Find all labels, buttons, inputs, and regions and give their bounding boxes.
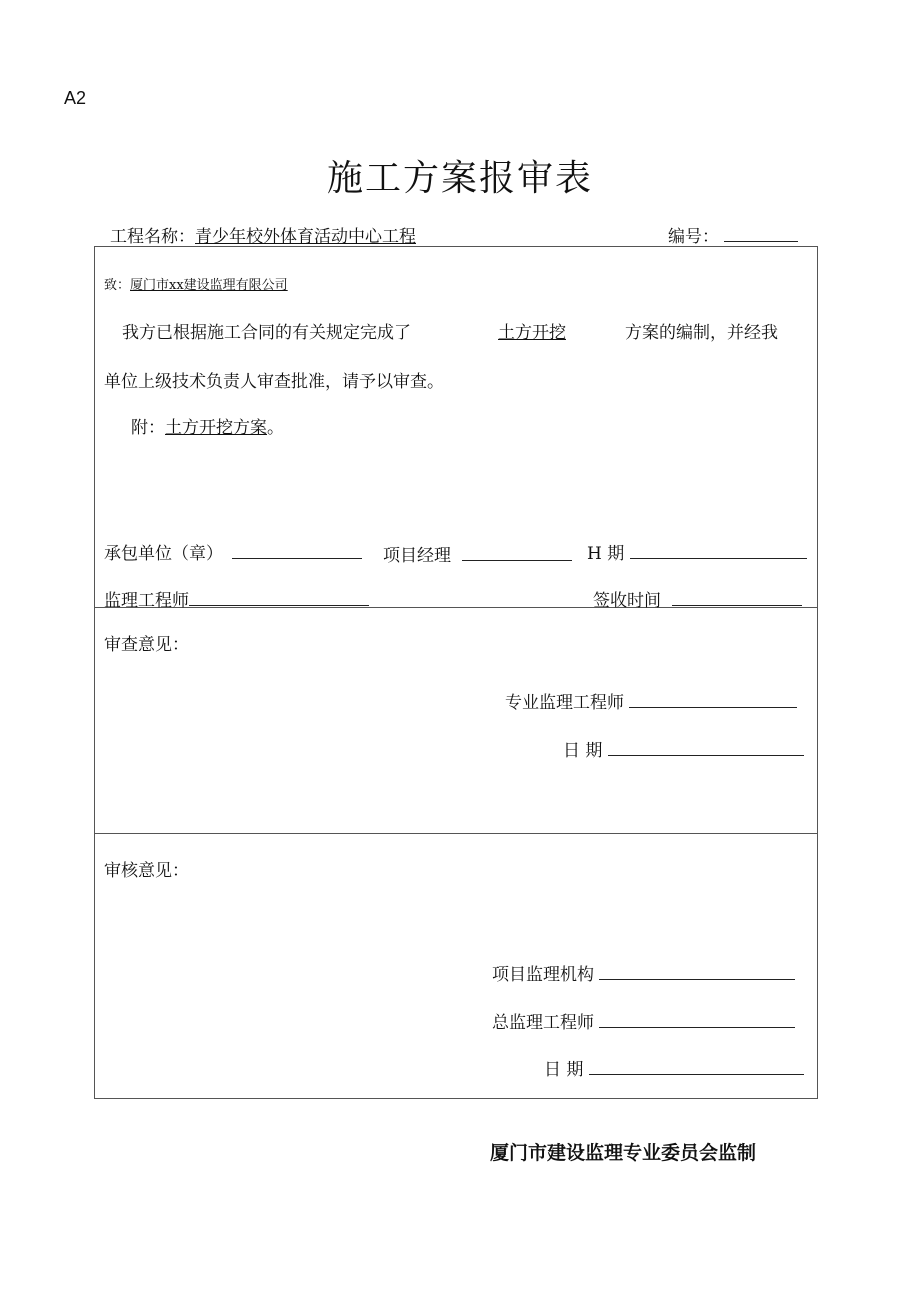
manager-field[interactable] [462,544,572,561]
receipt-row [593,586,802,611]
supervision-org-label: 项目监理机构 [492,965,594,985]
date-label-2: 日 期 [563,741,603,761]
date-field-1[interactable] [630,542,807,559]
footer-issuer: 厦门市建设监理专业委员会监制 [490,1142,757,1164]
addressee-value: 厦门市xx建设监理有限公司 [130,278,288,293]
statement-line1-suffix: 方案的编制，并经我 [625,323,778,343]
chief-engineer-row [492,1008,795,1033]
supervision-org-field[interactable] [599,963,795,980]
contractor-field[interactable] [232,542,362,559]
date-row-2 [563,736,804,761]
date-label-3: 日 期 [544,1060,584,1080]
date-row-1 [587,539,807,564]
number-label: 编号： [668,227,719,247]
manager-label: 项目经理 [383,546,451,566]
project-name: 青少年校外体育活动中心工程 [195,227,416,247]
addressee-label: 致： [104,278,131,293]
receipt-field[interactable] [672,589,802,606]
specialist-engineer-row [505,688,797,713]
date-field-3[interactable] [589,1058,804,1075]
engineer-row [104,586,369,611]
manager-row [383,541,572,566]
review-opinion-label: 审查意见： [104,635,189,655]
page-title: 施工方案报审表 [326,158,593,199]
number-row [668,222,798,247]
project-label: 工程名称： [110,227,195,247]
attachment-row [131,413,284,438]
date-field-2[interactable] [608,739,804,756]
attachment-value: 土方开挖方案 [165,418,267,438]
date-row-3 [544,1055,804,1080]
audit-opinion-label: 审核意见： [104,861,189,881]
number-field[interactable] [724,225,798,242]
contractor-row [104,539,362,564]
attachment-label: 附： [131,418,165,438]
date-label-1: H 期 [587,544,625,564]
engineer-label: 监理工程师 [104,591,189,611]
specialist-engineer-label: 专业监理工程师 [505,693,624,713]
supervision-org-row [492,960,795,985]
chief-engineer-field[interactable] [599,1011,795,1028]
project-name-row [110,222,416,247]
specialist-engineer-field[interactable] [629,691,797,708]
statement-plan-item: 土方开挖 [498,323,566,343]
statement-line1-prefix: 我方已根据施工合同的有关规定完成了 [122,323,411,343]
attachment-end: 。 [267,418,284,438]
addressee-row [104,274,288,293]
contractor-label: 承包单位（章） [104,544,223,564]
statement-line2: 单位上级技术负责人审查批准，请予以审查。 [104,372,444,392]
chief-engineer-label: 总监理工程师 [492,1013,594,1033]
section-divider-2 [94,833,818,834]
receipt-label: 签收时间 [593,591,661,611]
engineer-field[interactable] [189,589,369,606]
form-code: A2 [64,88,87,108]
